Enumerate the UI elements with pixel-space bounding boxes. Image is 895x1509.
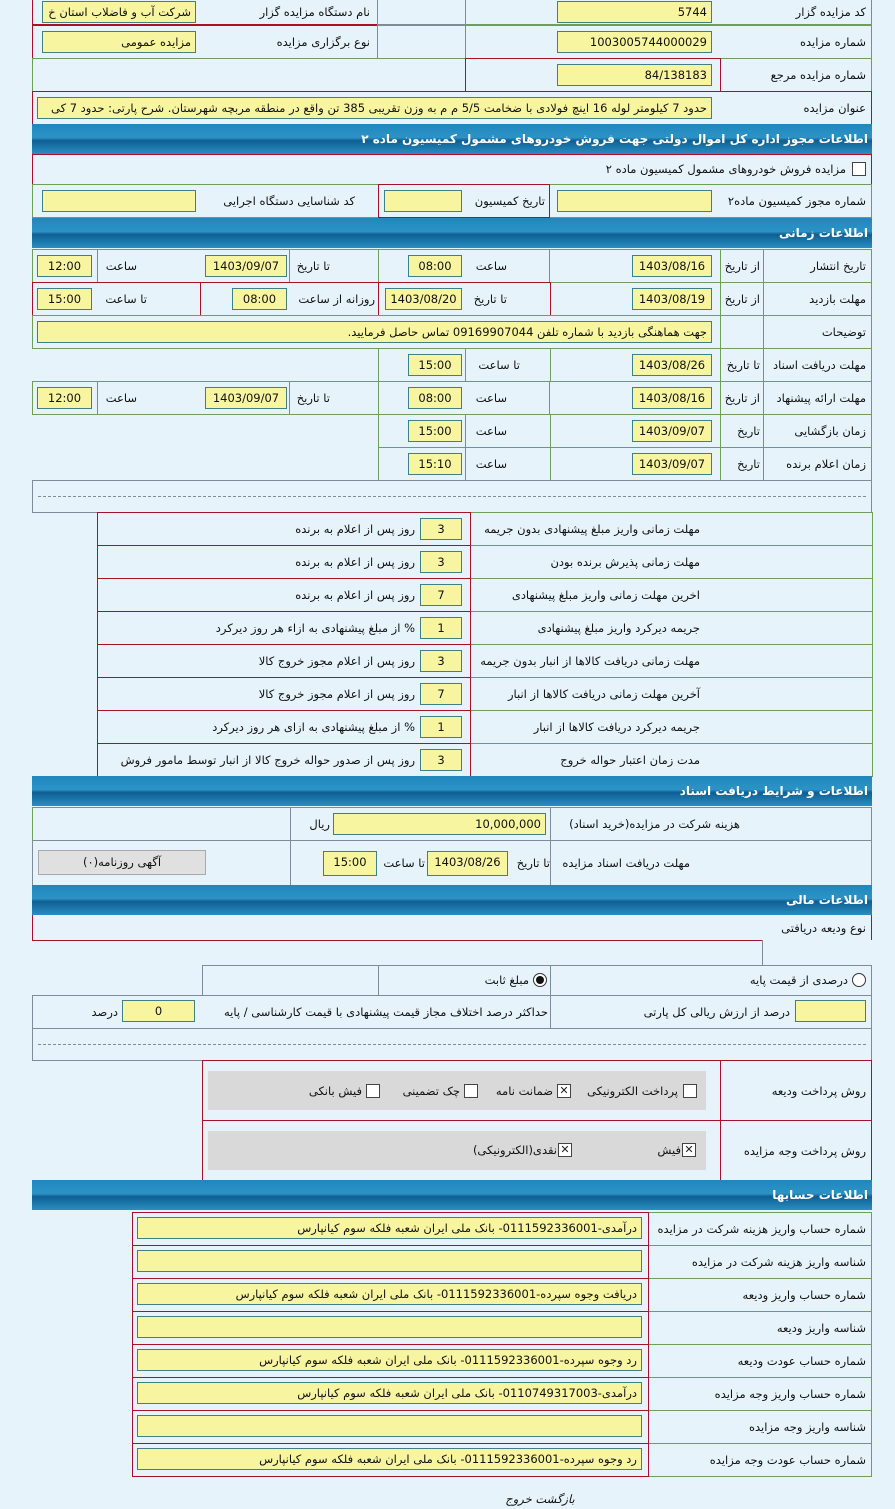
notes-field[interactable]: جهت هماهنگی بازدید با شماره تلفن 09169907044 تماس حاصل فرمایید.	[37, 321, 712, 343]
deadline-suffix: % از مبلغ پیشنهادی به ازاء هر روز دیرکرد	[215, 621, 415, 635]
payment-method-label: فیش	[657, 1143, 681, 1157]
deadline-field[interactable]: 3	[420, 650, 462, 672]
winner-time-label: ساعت	[475, 457, 507, 471]
payment-method-label: روش پرداخت وجه مزایده	[743, 1144, 866, 1158]
docs-label: مهلت دریافت اسناد	[773, 358, 866, 372]
exec-code-field[interactable]	[42, 190, 196, 212]
divider	[38, 496, 866, 497]
organizer-code-label: کد مزایده گزار	[795, 5, 866, 19]
account-field[interactable]	[137, 1415, 642, 1437]
deadline-field[interactable]: 7	[420, 584, 462, 606]
title-field[interactable]: حدود 7 کیلومتر لوله 16 اینچ فولادی با ضخامت 5/5 م م به وزن تقریبی 385 تن واقع در منطقه مربچه شهرستان. شرح پارتی: حدود 7 کی	[37, 97, 712, 119]
organizer-name-field[interactable]: شرکت آب و فاضلاب استان خ	[42, 1, 196, 23]
auction-number-label: شماره مزایده	[800, 35, 866, 49]
offer-time-label: ساعت	[475, 391, 507, 405]
commission-checkbox-label: مزایده فروش خودروهای مشمول کمیسیون ماده ۲	[605, 162, 846, 176]
docs-time-field[interactable]: 15:00	[408, 354, 462, 376]
divider	[38, 1044, 866, 1045]
publish-from-label: از تاریخ	[724, 259, 760, 273]
visit-from-label: از تاریخ	[724, 292, 760, 306]
publish-to-label: تا تاریخ	[296, 259, 330, 273]
deadline-field[interactable]: 3	[420, 551, 462, 573]
footer-links	[470, 1489, 610, 1509]
radio-fixed-label: مبلغ ثابت	[484, 973, 529, 987]
deadline-field[interactable]: 7	[420, 683, 462, 705]
cell	[378, 381, 550, 415]
cell	[762, 940, 872, 966]
deposit-method-label: روش پرداخت ودیعه	[771, 1084, 866, 1098]
auction-type-field[interactable]: مزایده عمومی	[42, 31, 196, 53]
deposit-method-cheque-checkbox[interactable]	[464, 1084, 478, 1098]
deposit-method-electronic-checkbox[interactable]	[683, 1084, 697, 1098]
deadline-field[interactable]: 1	[420, 716, 462, 738]
cell	[378, 249, 550, 283]
opening-time-field[interactable]: 15:00	[408, 420, 462, 442]
permit-field[interactable]	[557, 190, 712, 212]
radio-percent-label: درصدی از قیمت پایه	[749, 973, 848, 987]
opening-date-label: تاریخ	[737, 424, 760, 438]
payment-method-electronic-checkbox[interactable]: ✕	[558, 1143, 572, 1157]
payment-method-receipt-checkbox[interactable]: ✕	[682, 1143, 696, 1157]
deadline-label: مهلت زمانی واریز مبلغ پیشنهادی بدون جریمه	[484, 522, 700, 536]
account-label: شناسه واریز ودیعه	[776, 1321, 866, 1335]
deadline-label: اخرین مهلت زمانی واریز مبلغ پیشنهادی	[511, 588, 700, 602]
cell	[202, 965, 379, 996]
notes-label: توضیحات	[821, 325, 866, 339]
visit-from-field[interactable]: 1403/08/19	[632, 288, 712, 310]
reference-number-field[interactable]: 84/138183	[557, 64, 712, 86]
account-label: شماره حساب واریز ودیعه	[742, 1288, 866, 1302]
winner-date-field[interactable]: 1403/09/07	[632, 453, 712, 475]
cell	[720, 315, 764, 349]
winner-label: زمان اعلام برنده	[786, 457, 866, 471]
publish-label: تاریخ انتشار	[810, 259, 866, 273]
fee-label: هزینه شرکت در مزایده(خرید اسناد)	[569, 817, 740, 831]
account-field[interactable]: درآمدی-0110749317003- بانک ملی ایران شعبه فلکه سوم کیانپارس	[137, 1382, 642, 1404]
account-field[interactable]	[137, 1250, 642, 1272]
deposit-method-receipt-checkbox[interactable]	[366, 1084, 380, 1098]
account-field[interactable]: رد وجوه سپرده-0111592336001- بانک ملی ایران شعبه فلکه سوم کیانپارس	[137, 1349, 642, 1371]
deadline-field[interactable]: 1	[420, 617, 462, 639]
fee-field[interactable]: 10,000,000	[333, 813, 546, 835]
offer-from-field[interactable]: 1403/08/16	[632, 387, 712, 409]
deadline-suffix: روز پس از صدور حواله خروج کالا از انبار توسط مامور فروش	[120, 753, 415, 767]
deposit-method-guarantee-checkbox[interactable]: ✕	[557, 1084, 571, 1098]
docs-to-label: تا تاریخ	[726, 358, 760, 372]
auction-number-field[interactable]: 1003005744000029	[557, 31, 712, 53]
max-diff-field[interactable]: 0	[122, 1000, 195, 1022]
section-header-timing: اطلاعات زمانی	[32, 218, 872, 248]
account-field[interactable]: درآمدی-0111592336001- بانک ملی ایران شعبه فلکه سوم کیانپارس	[137, 1217, 642, 1239]
fee-currency: ریال	[309, 817, 330, 831]
reference-number-label: شماره مزایده مرجع	[770, 68, 866, 82]
back-link[interactable]: بازگشت	[535, 1492, 575, 1506]
deadline-field[interactable]: 3	[420, 749, 462, 771]
max-diff-label: حداکثر درصد اختلاف مجاز قیمت پیشنهادی با قیمت کارشناسی / پایه	[223, 1005, 548, 1019]
section-header-accounts: اطلاعات حسابها	[32, 1180, 872, 1210]
visit-to-time-field[interactable]: 15:00	[37, 288, 92, 310]
commission-date-field[interactable]	[384, 190, 462, 212]
offer-label: مهلت ارائه پیشنهاد	[776, 391, 866, 405]
exec-code-label: کد شناسایی دستگاه اجرایی	[223, 194, 355, 208]
winner-time-field[interactable]: 15:10	[408, 453, 462, 475]
opening-label: زمان بازگشایی	[794, 424, 866, 438]
publish-from-field[interactable]: 1403/08/16	[632, 255, 712, 277]
deadline-suffix: روز پس از اعلام به برنده	[295, 588, 415, 602]
visit-to-field[interactable]: 1403/08/20	[385, 288, 462, 310]
account-field[interactable]	[137, 1316, 642, 1338]
publish-to-time-label: ساعت	[105, 259, 137, 273]
cell	[377, 0, 466, 25]
account-label: شناسه واریز هزینه شرکت در مزایده	[691, 1255, 866, 1269]
docs-deadline-time-field[interactable]: 15:00	[323, 851, 377, 876]
docs-deadline-time-label: تا ساعت	[383, 856, 425, 870]
deposit-type-label: نوع ودیعه دریافتی	[781, 921, 866, 935]
commission-checkbox[interactable]	[852, 162, 866, 176]
publish-time-field[interactable]: 08:00	[408, 255, 462, 277]
cell	[377, 25, 466, 59]
deadline-field[interactable]: 3	[420, 518, 462, 540]
newspaper-ad-button[interactable]: آگهی روزنامه(۰)	[38, 850, 206, 875]
percent-label: درصد از ارزش ریالی کل پارتی	[643, 1005, 790, 1019]
section-header-commission: اطلاعات مجوز اداره کل اموال دولتی جهت فروش خودروهای مشمول کمیسیون ماده ۲	[32, 124, 872, 154]
commission-date-label: تاریخ کمیسیون	[474, 194, 545, 208]
opening-time-label: ساعت	[475, 424, 507, 438]
docs-deadline-date-field[interactable]: 1403/08/26	[427, 851, 508, 876]
opening-date-field[interactable]: 1403/09/07	[632, 420, 712, 442]
account-label: شماره حساب عودت ودیعه	[737, 1354, 866, 1368]
visit-daily-field[interactable]: 08:00	[232, 288, 287, 310]
radio-percent[interactable]	[852, 973, 866, 987]
auction-type-label: نوع برگزاری مزایده	[276, 35, 370, 49]
visit-to-time-label: تا ساعت	[105, 292, 147, 306]
organizer-name-label: نام دستگاه مزایده گزار	[259, 5, 370, 19]
deadline-suffix: روز پس از اعلام به برنده	[295, 522, 415, 536]
account-label: شناسه واریز وجه مزایده	[748, 1420, 866, 1434]
deadline-suffix: روز پس از اعلام مجوز خروج کالا	[258, 654, 415, 668]
deposit-method-label: فیش بانکی	[308, 1084, 362, 1098]
permit-label: شماره مجوز کمیسیون ماده۲	[727, 194, 866, 208]
docs-deadline-to-date-label: تا تاریخ	[516, 856, 550, 870]
deposit-method-label: ضمانت نامه	[495, 1084, 553, 1098]
deadline-label: مدت زمان اعتبار حواله خروج	[560, 753, 700, 767]
offer-to-time-field[interactable]: 12:00	[37, 387, 92, 409]
percent-field[interactable]	[795, 1000, 866, 1022]
organizer-code-field[interactable]: 5744	[557, 1, 712, 23]
deadline-label: آخرین مهلت زمانی دریافت کالاها از انبار	[507, 687, 700, 701]
account-field[interactable]: دریافت وجوه سپرده-0111592336001- بانک ملی ایران شعبه فلکه سوم کیانپارس	[137, 1283, 642, 1305]
offer-from-label: از تاریخ	[724, 391, 760, 405]
winner-date-label: تاریخ	[737, 457, 760, 471]
deadline-suffix: روز پس از اعلام مجوز خروج کالا	[258, 687, 415, 701]
deadline-label: مهلت زمانی پذیرش برنده بودن	[550, 555, 700, 569]
deposit-method-label: چک تضمینی	[402, 1084, 460, 1098]
account-label: شماره حساب واریز وجه مزایده	[714, 1387, 866, 1401]
publish-to-field[interactable]: 1403/09/07	[205, 255, 287, 277]
publish-to-time-field[interactable]: 12:00	[37, 255, 92, 277]
docs-time-label: تا ساعت	[478, 358, 520, 372]
visit-to-label: تا تاریخ	[473, 292, 507, 306]
offer-time-field[interactable]: 08:00	[408, 387, 462, 409]
offer-to-time-label: ساعت	[105, 391, 137, 405]
title-label: عنوان مزایده	[803, 101, 866, 115]
publish-time-label: ساعت	[475, 259, 507, 273]
section-header-finance: اطلاعات مالی	[32, 885, 872, 915]
docs-to-field[interactable]: 1403/08/26	[632, 354, 712, 376]
visit-label: مهلت بازدید	[809, 292, 866, 306]
visit-daily-label: روزانه از ساعت	[298, 292, 375, 306]
exit-link[interactable]: خروج	[505, 1492, 532, 1506]
section-header-docs: اطلاعات و شرایط دریافت اسناد	[32, 776, 872, 806]
payment-method-label: نقدی(الکترونیکی)	[472, 1143, 557, 1157]
radio-fixed[interactable]	[533, 973, 547, 987]
deadline-suffix: روز پس از اعلام به برنده	[295, 555, 415, 569]
offer-to-label: تا تاریخ	[296, 391, 330, 405]
offer-to-field[interactable]: 1403/09/07	[205, 387, 287, 409]
deadline-suffix: % از مبلغ پیشنهادی به ازای هر روز دیرکرد	[212, 720, 415, 734]
docs-deadline-label: مهلت دریافت اسناد مزایده	[562, 856, 690, 870]
account-field[interactable]: رد وجوه سپرده-0111592336001- بانک ملی ایران شعبه فلکه سوم کیانپارس	[137, 1448, 642, 1470]
deposit-method-label: پرداخت الکترونیکی	[587, 1084, 678, 1098]
account-label: شماره حساب واریز هزینه شرکت در مزایده	[657, 1222, 866, 1236]
account-label: شماره حساب عودت وجه مزایده	[709, 1453, 866, 1467]
deadline-label: جریمه دیرکرد واریز مبلغ پیشنهادی	[537, 621, 700, 635]
deadline-label: جریمه دیرکرد دریافت کالاها از انبار	[533, 720, 700, 734]
max-diff-unit: درصد	[91, 1005, 118, 1019]
deadline-label: مهلت زمانی دریافت کالاها از انبار بدون جریمه	[480, 654, 700, 668]
